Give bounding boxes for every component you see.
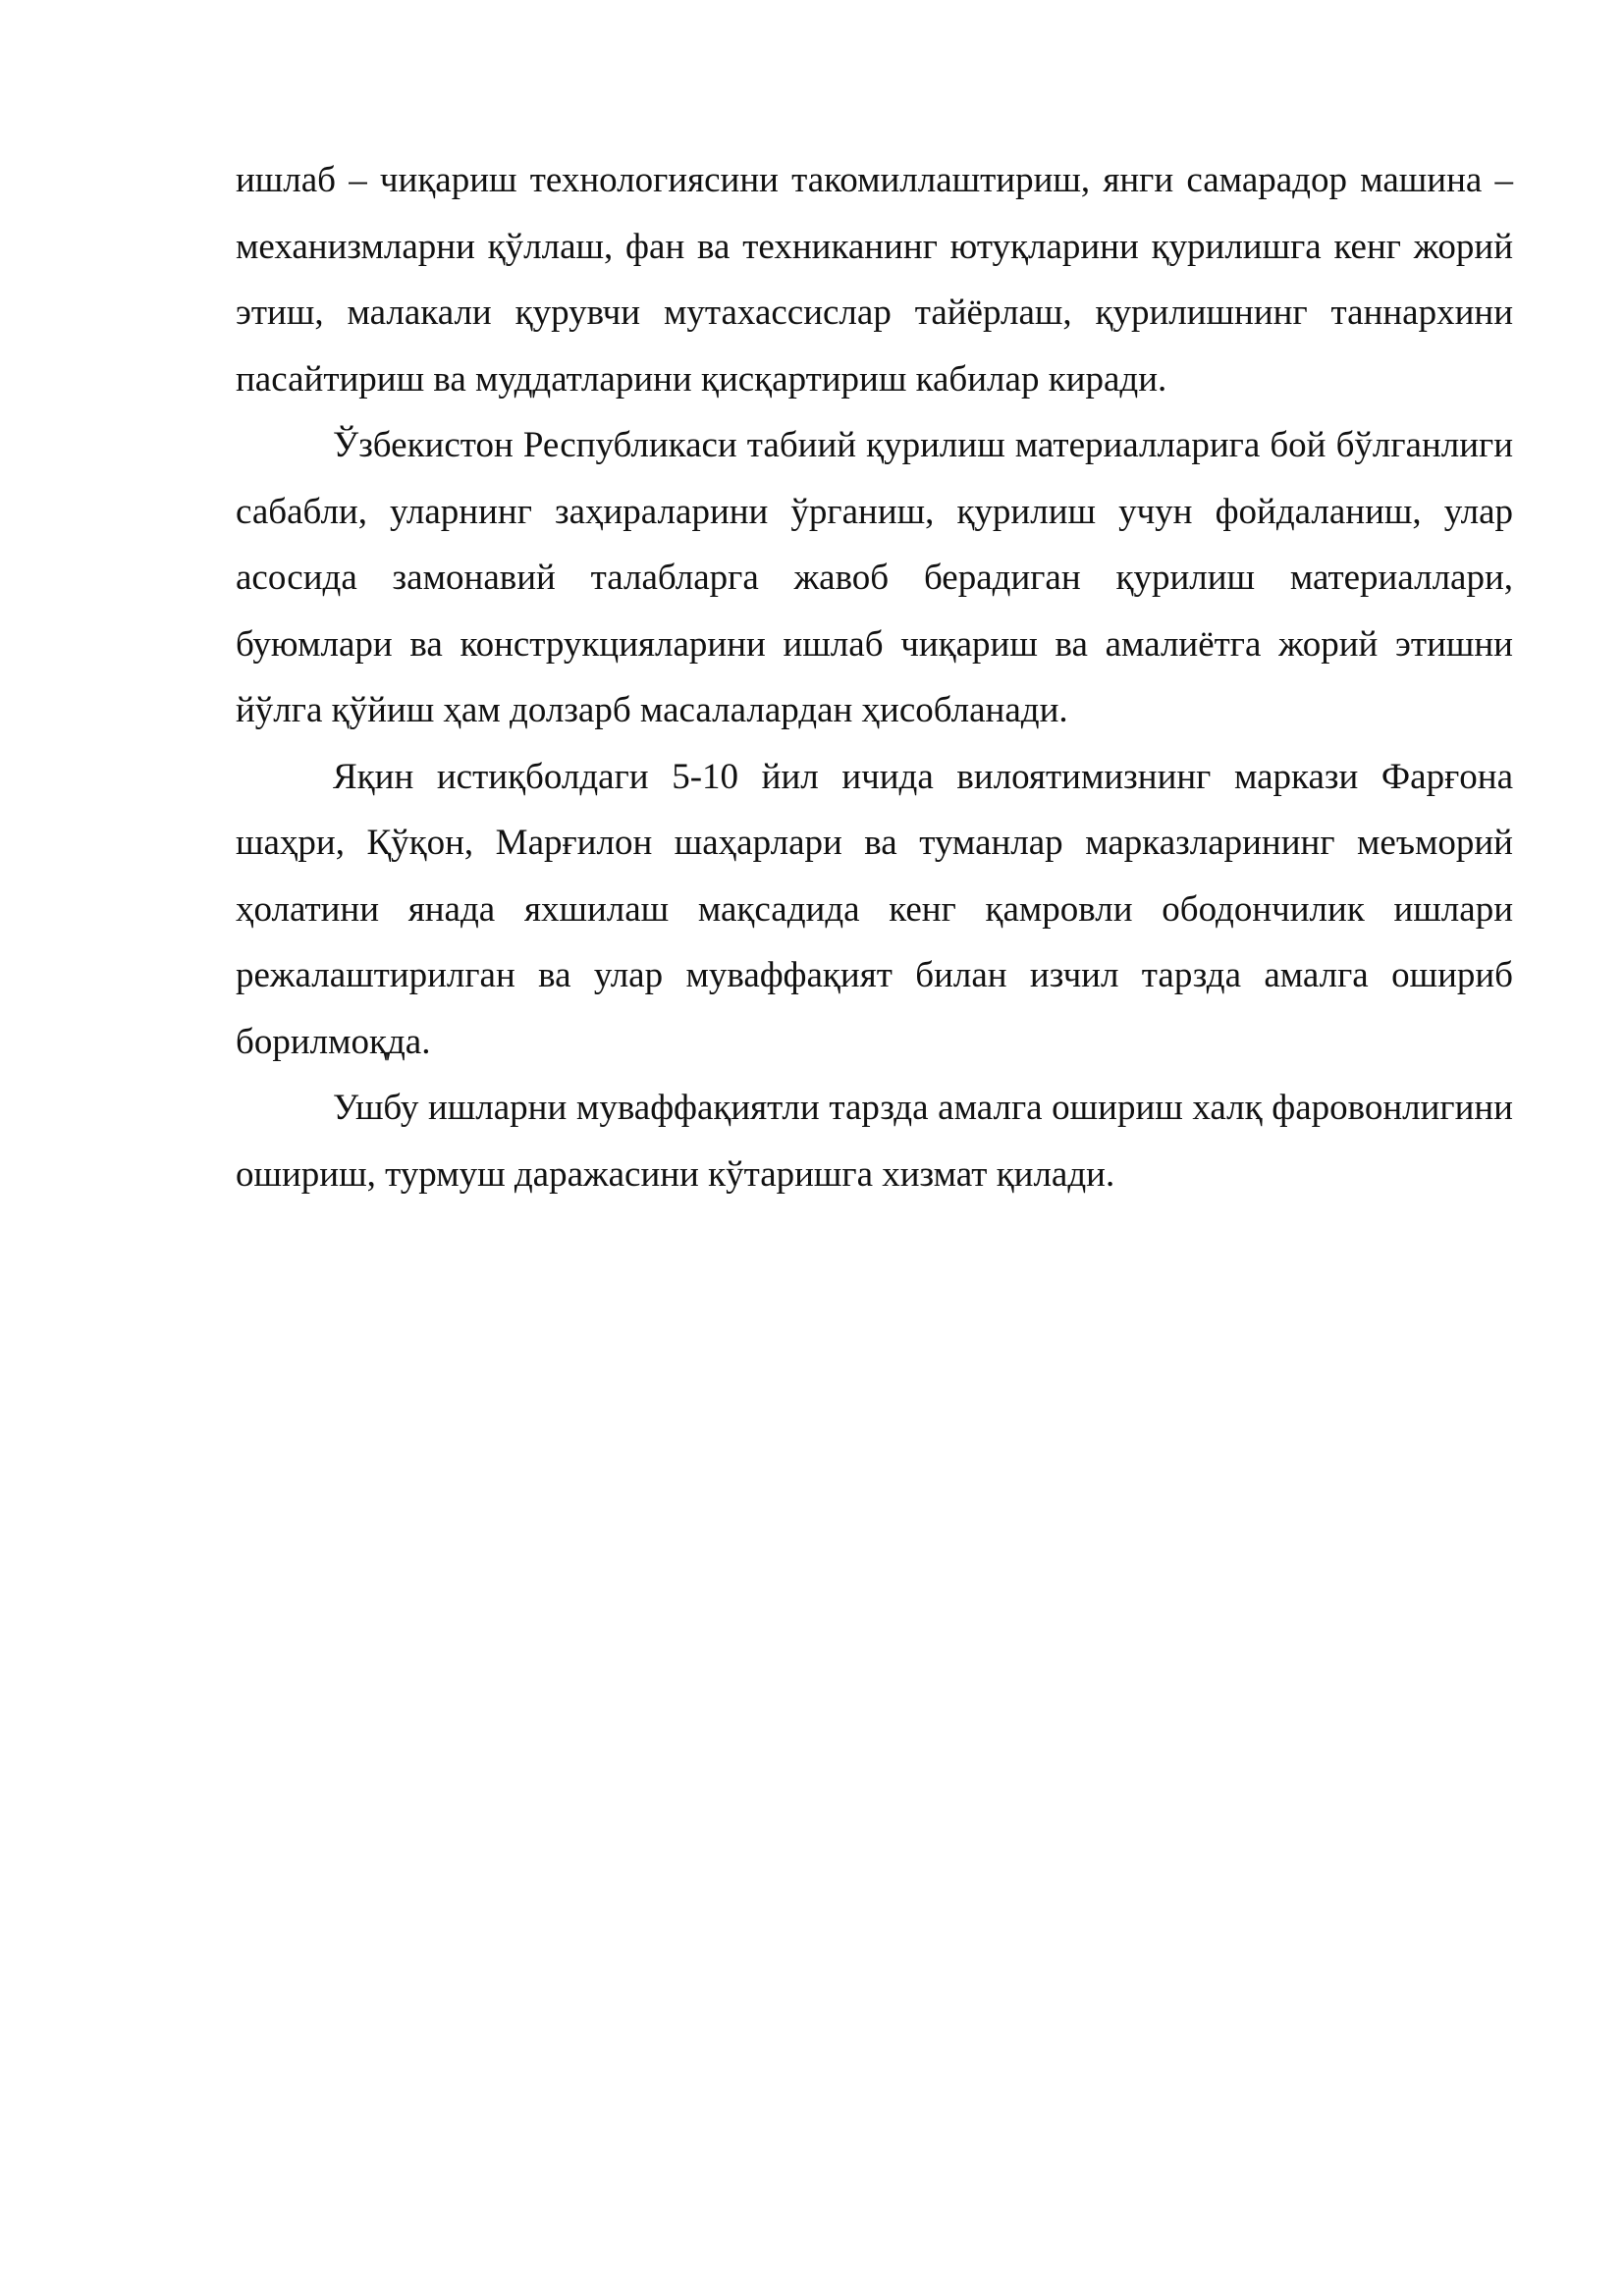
paragraph-building-materials: Ўзбекистон Республикаси табиий қурилиш материалларига бой бўлганлиги сабабли, уларнинг заҳираларини ўрганиш, қурилиш учун фойдаланиш, улар асосида замонавий талабларга жавоб берадиган қурилиш материаллари, буюмлари ва конструкцияларини ишлаб чиқариш ва амалиётга жорий этишни йўлга қўйиш ҳам долзарб масалалардан ҳисобланади.	[236, 425, 1513, 730]
paragraph-conclusion: Ушбу ишларни муваффақиятли тарзда амалга ошириш халқ фаровонлигини ошириш, турмуш даражасини кўтаришга хизмат қилади.	[236, 1088, 1513, 1195]
paragraph-regional-plans: Яқин истиқболдаги 5-10 йил ичида вилоятимизнинг маркази Фарғона шаҳри, Қўқон, Марғилон шаҳарлари ва туманлар марказларининг меъморий ҳолатини янада яхшилаш мақсадида кенг қамровли ободончилик ишлари режалаштирилган ва улар муваффақият билан изчил тарзда амалга ошириб борилмоқда.	[236, 756, 1513, 1062]
paragraph-continuation: ишлаб – чиқариш технологиясини такомиллаштириш, янги самарадор машина – механизмларни қўллаш, фан ва техниканинг ютуқларини қурилишга кенг жорий этиш, малакали қурувчи мутахассислар тайёрлаш, қурилишнинг таннархини пасайтириш ва муддатларини қисқартириш кабилар киради.	[236, 160, 1513, 400]
document-body	[236, 147, 1513, 1207]
